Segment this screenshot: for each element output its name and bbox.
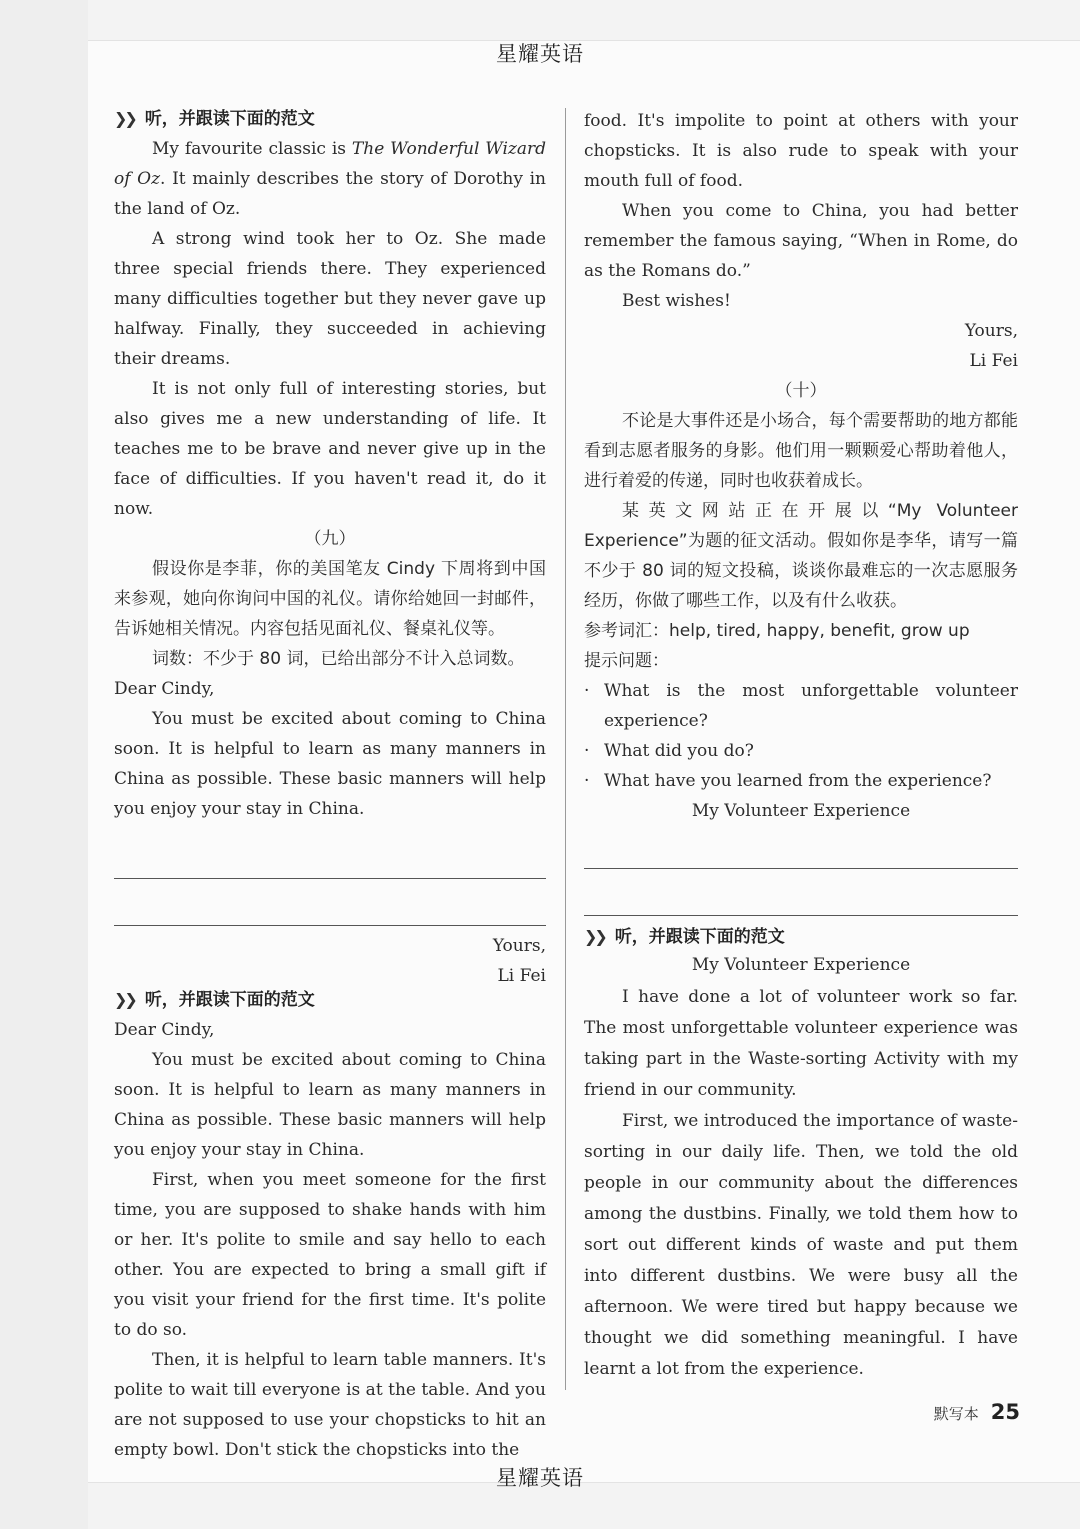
essay-paragraph: When you come to China, you had better remember the famous saying, “When in Rome, do as the Romans do.” <box>584 201 1018 281</box>
column-divider <box>565 108 566 1390</box>
essay-paragraph: My favourite classic is The Wonderful Wizard of Oz. It mainly describes the story of Dorothy in the land of Oz. <box>114 139 546 219</box>
essay-paragraph: You must be excited about coming to China soon. It is helpful to learn as many manners in China as possible. These basic manners will help you enjoy your stay in China. <box>114 1050 546 1160</box>
answer-line[interactable] <box>114 925 546 926</box>
essay-title: My Volunteer Experience <box>691 955 911 975</box>
task-number-10: （十） <box>775 381 827 401</box>
section-heading-1: ❯❯ 听，并跟读下面的范文 <box>114 109 315 129</box>
hint-question: · What have you learned from the experience? <box>584 771 992 791</box>
section-heading-2: ❯❯ 听，并跟读下面的范文 <box>114 990 315 1010</box>
book-title: The Wonderful Wizard of Oz <box>114 139 546 189</box>
double-chevron-icon: ❯❯ <box>584 927 605 946</box>
task-number-9: （九） <box>304 529 356 549</box>
letter-salutation: Dear Cindy, <box>114 1020 215 1040</box>
double-chevron-icon: ❯❯ <box>114 109 135 128</box>
section-heading-3: ❯❯ 听，并跟读下面的范文 <box>584 927 785 947</box>
letter-signature: Li Fei <box>497 966 546 986</box>
task-prompt: 某英文网站正在开展以“My Volunteer Experience”为题的征文活动。假如你是李华，请写一篇不少于 80 词的短文投稿，谈谈你最难忘的一次志愿服务经历，你做了哪些工作，以及有什么收获。 <box>584 501 1018 611</box>
letter-wishes: Best wishes! <box>622 291 731 311</box>
essay-paragraph: Then, it is helpful to learn table manners. It's polite to wait till everyone is at the table. And you are not supposed to use your chopsticks to hit an empty bowl. Don't stick the chopsticks into the <box>114 1350 546 1460</box>
right-column <box>584 106 1018 1385</box>
task-intro: 不论是大事件还是小场合，每个需要帮助的地方都能看到志愿者服务的身影。他们用一颗颗爱心帮助着他人，进行着爱的传递，同时也收获着成长。 <box>584 411 1018 491</box>
essay-paragraph: I have done a lot of volunteer work so far. The most unforgettable volunteer experience was taking part in the Waste-sorting Activity with my friend in our community. <box>584 987 1018 1100</box>
hints-label: 提示问题： <box>584 651 669 671</box>
essay-title: My Volunteer Experience <box>691 801 911 821</box>
vocabulary-hint: 参考词汇：help, tired, happy, benefit, grow up <box>584 621 970 641</box>
hint-question: · What did you do? <box>584 741 754 761</box>
answer-line[interactable] <box>584 868 1018 869</box>
watermark-bottom: 星耀英语 <box>496 1466 584 1490</box>
word-count-note: 词数：不少于 80 词，已给出部分不计入总词数。 <box>152 649 525 669</box>
letter-signature: Li Fei <box>969 351 1018 371</box>
double-chevron-icon: ❯❯ <box>114 990 135 1009</box>
essay-paragraph: First, when you meet someone for the first time, you are supposed to shake hands with him or her. It's polite to smile and say hello to each other. You are expected to bring a small gift if you visit your friend for the first time. It's polite to do so. <box>114 1170 546 1340</box>
letter-closing: Yours, <box>964 321 1018 341</box>
watermark-top: 星耀英语 <box>496 42 584 66</box>
essay-paragraph: First, we introduced the importance of waste-sorting in our daily life. Then, we told the old people in our community about the differences among the dustbins. Finally, we told them how to sort out different kinds of waste and put them into different dustbins. We were busy all the afternoon. We were tired but happy because we thought we did something meaningful. I have learnt a lot from the experience. <box>584 1111 1018 1379</box>
essay-paragraph: food. It's impolite to point at others with your chopsticks. It is also rude to speak with your mouth full of food. <box>584 111 1018 191</box>
task-prompt: 假设你是李菲，你的美国笔友 Cindy 下周将到中国来参观，她向你询问中国的礼仪。请你给她回一封邮件，告诉她相关情况。内容包括见面礼仪、餐桌礼仪等。 <box>114 559 546 639</box>
left-column <box>114 104 546 1465</box>
letter-closing: Yours, <box>492 936 546 956</box>
scan-top-edge <box>88 0 1080 41</box>
essay-paragraph: It is not only full of interesting stories, but also gives me a new understanding of life. It teaches me to be brave and never give up in the face of difficulties. If you haven't read it, do it now. <box>114 379 546 519</box>
hint-question: · What is the most unforgettable volunteer experience? <box>584 681 1018 731</box>
essay-paragraph: A strong wind took her to Oz. She made three special friends there. They experienced many difficulties together but they never gave up halfway. Finally, they succeeded in achieving their dreams. <box>114 229 546 369</box>
page-footer <box>934 1400 1020 1424</box>
letter-salutation: Dear Cindy, <box>114 679 215 699</box>
answer-line[interactable] <box>114 878 546 879</box>
letter-opening: You must be excited about coming to China soon. It is helpful to learn as many manners in China as possible. These basic manners will help you enjoy your stay in China. <box>114 709 546 819</box>
page-number: 25 <box>990 1400 1020 1424</box>
answer-line[interactable] <box>584 915 1018 916</box>
book-label: 默写本 <box>933 1405 979 1423</box>
